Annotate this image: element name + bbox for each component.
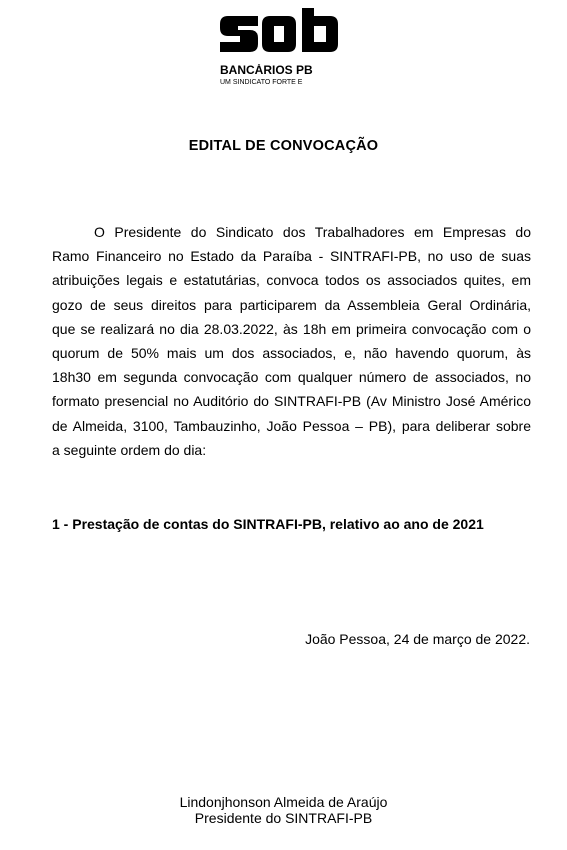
union-logo-subtitle: UM SINDICATO FORTE E (220, 79, 303, 85)
page-title: EDITAL DE CONVOCAÇÃO (188, 138, 379, 154)
signatory-role: Presidente do SINTRAFI-PB (194, 809, 373, 826)
place-date: João Pessoa, 24 de março de 2022. (305, 631, 530, 647)
body-line: a seguinte ordem do dia: (52, 441, 207, 458)
body-line: gozo de seus direitos para participarem da Assembleia Geral Ordinária, (52, 296, 531, 313)
notice-body (52, 220, 531, 462)
body-line: formato presencial no Auditório do SINTRAFI-PB (Av Ministro José Américo (52, 393, 531, 410)
body-line: Ramo Financeiro no Estado da Paraíba - SINTRAFI-PB, no uso de suas (52, 248, 531, 265)
signature-block (0, 795, 567, 826)
body-line: O Presidente do Sindicato dos Trabalhadores em Empresas do (94, 224, 531, 240)
body-line: de Almeida, 3100, Tambauzinho, João Pessoa – PB), para deliberar sobre (52, 417, 531, 434)
body-line: 18h30 em segunda convocação com qualquer número de associados, no (52, 369, 531, 386)
union-logo (218, 8, 342, 86)
body-line: que se realizará no dia 28.03.2022, às 18h em primeira convocação com o (52, 320, 531, 337)
signatory-name: Lindonjhonson Almeida de Araújo (179, 794, 388, 810)
agenda-item: 1 - Prestação de contas do SINTRAFI-PB, relativo ao ano de 2021 (52, 516, 484, 532)
body-line: quorum de 50% mais um dos associados, e, não havendo quorum, às (52, 345, 531, 362)
union-logo-name: BANCÁRIOS PB (220, 64, 313, 76)
union-logo-mark (218, 8, 342, 64)
body-line: atribuições legais e estatutárias, convoca todos os associados quites, em (52, 272, 531, 289)
